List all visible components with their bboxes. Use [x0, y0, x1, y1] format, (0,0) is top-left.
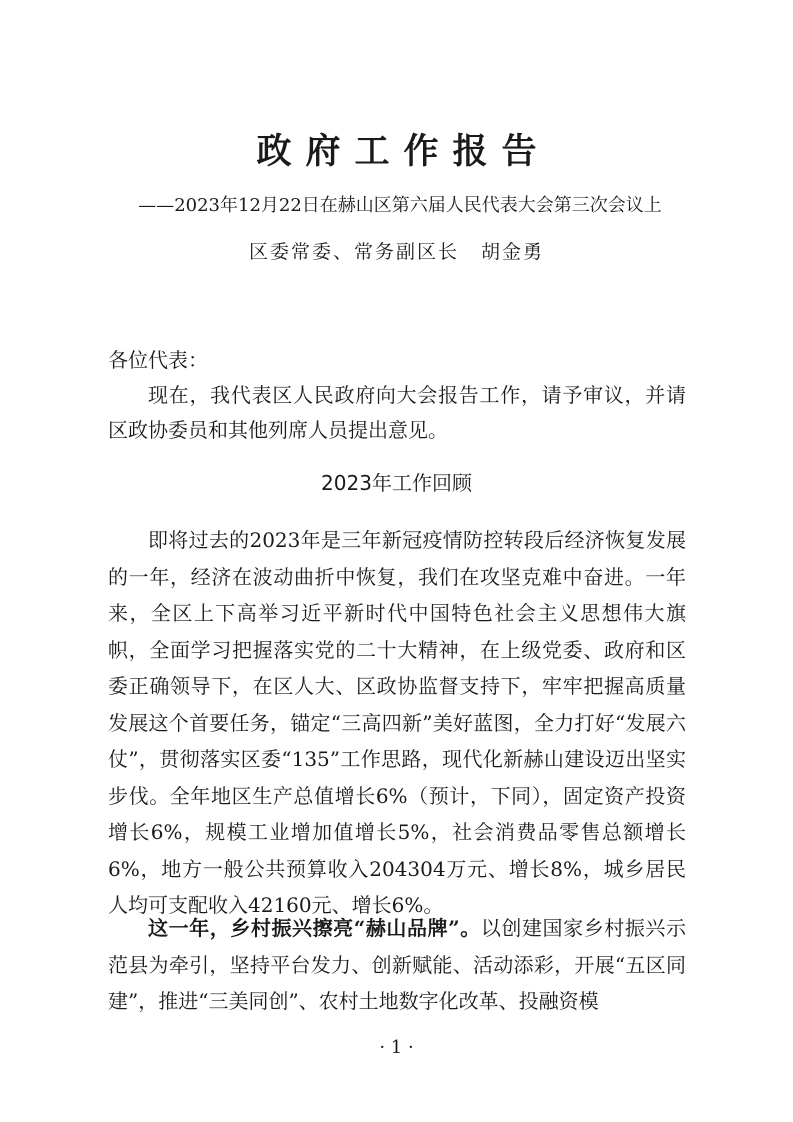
document-title: 政府工作报告	[256, 131, 551, 172]
opening-paragraph: 现在，我代表区人民政府向大会报告工作，请予审议，并请区政协委员和其他列席人员提出意见。	[108, 383, 686, 442]
reporter-name: 胡金勇	[481, 241, 545, 263]
reporter-position: 区委常委、常务副区长	[248, 241, 459, 263]
reporter-line	[0, 236, 793, 268]
rural-paragraph-lead: 这一年，乡村振兴擦亮“赫山品牌”。	[148, 916, 481, 940]
page-number: · 1 ·	[379, 1037, 414, 1058]
section-heading: 2023年工作回顾	[321, 471, 472, 495]
document-subtitle: ——2023年12月22日在赫山区第六届人民代表大会第三次会议上	[138, 195, 662, 216]
review-paragraph: 即将过去的2023年是三年新冠疫情防控转段后经济恢复发展的一年，经济在波动曲折中恢复，我们在攻坚克难中奋进。一年来，全区上下高举习近平新时代中国特色社会主义思想伟大旗帜，全面学习把握落实党的二十大精神，在上级党委、政府和区委正确领导下，在区人大、区政协监督支持下，牢牢把握高质量发展这个首要任务，锚定“三高四新”美好蓝图，全力打好“发展六仗”，贯彻落实区委“135”工作思路，现代化新赫山建设迈出坚实步伐。全年地区生产总值增长6%（预计，下同），固定资产投资增长6%，规模工业增加值增长5%，社会消费品零售总额增长6%，地方一般公共预算收入204304万元、增长8%，城乡居民人均可支配收入42160元、增长6%。	[108, 528, 686, 917]
rural-revitalization-paragraph	[108, 910, 686, 1020]
salutation: 各位代表：	[108, 348, 208, 372]
rural-paragraph-text: 以创建国家乡村振兴示范县为牵引，坚持平台发力、创新赋能、活动添彩，开展“五区同建”，推进“三美同创”、农村土地数字化改革、投融资模	[108, 916, 686, 1013]
